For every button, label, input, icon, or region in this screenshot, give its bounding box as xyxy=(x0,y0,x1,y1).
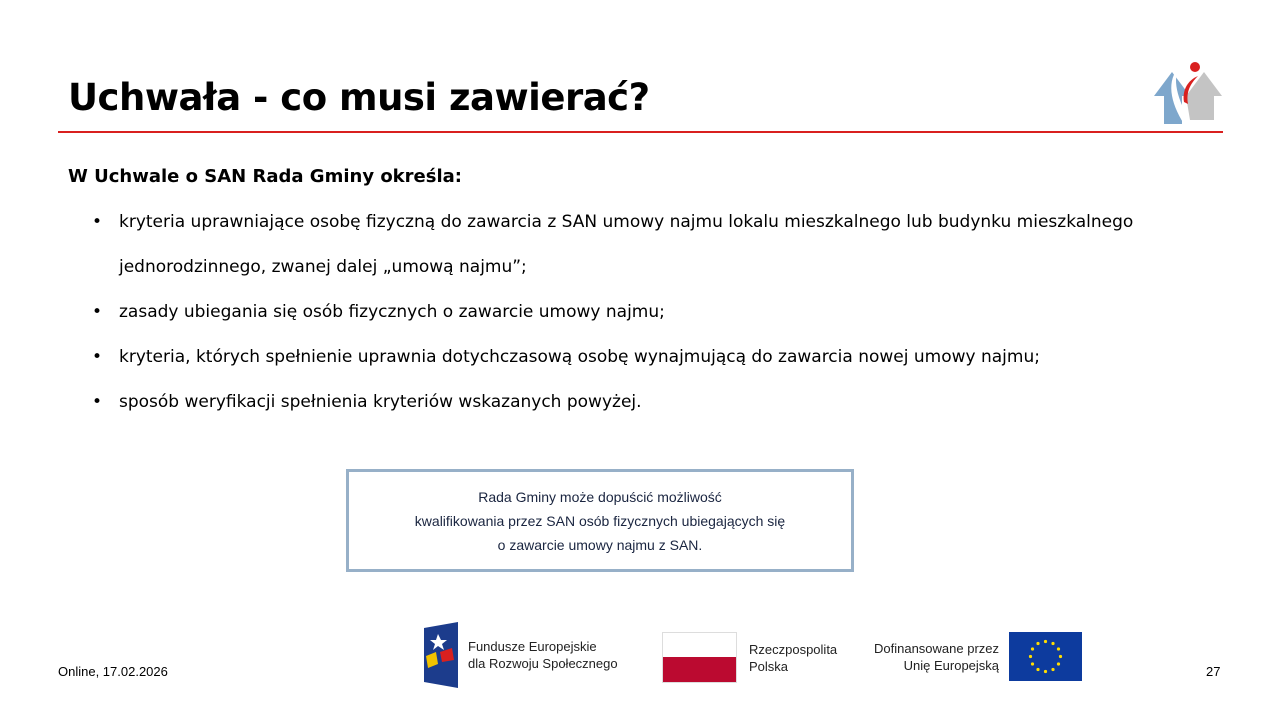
eu-star xyxy=(1031,647,1034,650)
footer-date: Online, 17.02.2026 xyxy=(58,664,168,679)
organization-logo xyxy=(1150,58,1226,128)
page-number: 27 xyxy=(1206,664,1221,679)
fe-line: dla Rozwoju Społecznego xyxy=(468,656,618,671)
list-item: • sposób weryfikacji spełnienia kryteriów wskazanych powyżej. xyxy=(92,380,1232,425)
eu-star xyxy=(1051,642,1054,645)
eu-star xyxy=(1057,647,1060,650)
lead-text: W Uchwale o SAN Rada Gminy określa: xyxy=(68,166,462,187)
eu-flag-icon xyxy=(1009,632,1082,681)
eu-line: Dofinansowane przez xyxy=(874,640,1000,656)
eu-star xyxy=(1031,662,1034,665)
eu-star xyxy=(1051,668,1054,671)
list-item: • kryteria, których spełnienie uprawnia dotychczasową osobę wynajmującą do zawarcia nowej umowy najmu; xyxy=(92,335,1232,380)
note-box xyxy=(346,469,854,572)
eu-star xyxy=(1044,670,1047,673)
pl-line: Polska xyxy=(749,658,789,674)
eu-star xyxy=(1036,642,1039,645)
eu-line: Unię Europejską xyxy=(903,657,1000,673)
polish-flag-icon xyxy=(662,632,737,683)
eu-star xyxy=(1036,668,1039,671)
note-line: Rada Gminy może dopuścić możliwość xyxy=(478,488,722,505)
eu-logo-group xyxy=(874,632,1082,681)
list-item: • kryteria uprawniające osobę fizyczną do zawarcia z SAN umowy najmu lokalu mieszkalnego lub budynku mieszkalnego jednorodzinnego, zwanej dalej „umową najmu”; xyxy=(92,200,1232,290)
eu-star xyxy=(1059,655,1062,658)
title-divider xyxy=(58,131,1223,133)
fe-logo-icon xyxy=(424,622,458,688)
eu-star xyxy=(1057,662,1060,665)
eu-star xyxy=(1044,640,1047,643)
pl-line: Rzeczpospolita xyxy=(749,641,838,657)
fe-line: Fundusze Europejskie xyxy=(468,639,597,654)
list-item: • zasady ubiegania się osób fizycznych o zawarcie umowy najmu; xyxy=(92,290,1232,335)
eu-star xyxy=(1029,655,1032,658)
note-line: o zawarcie umowy najmu z SAN. xyxy=(497,536,703,553)
pl-logo-group xyxy=(662,632,837,683)
fe-logo-group xyxy=(424,622,618,688)
page-title: Uchwała - co musi zawierać? xyxy=(68,76,650,119)
note-line: kwalifikowania przez SAN osób fizycznych ubiegających się xyxy=(414,512,786,529)
criteria-list xyxy=(92,200,1232,425)
